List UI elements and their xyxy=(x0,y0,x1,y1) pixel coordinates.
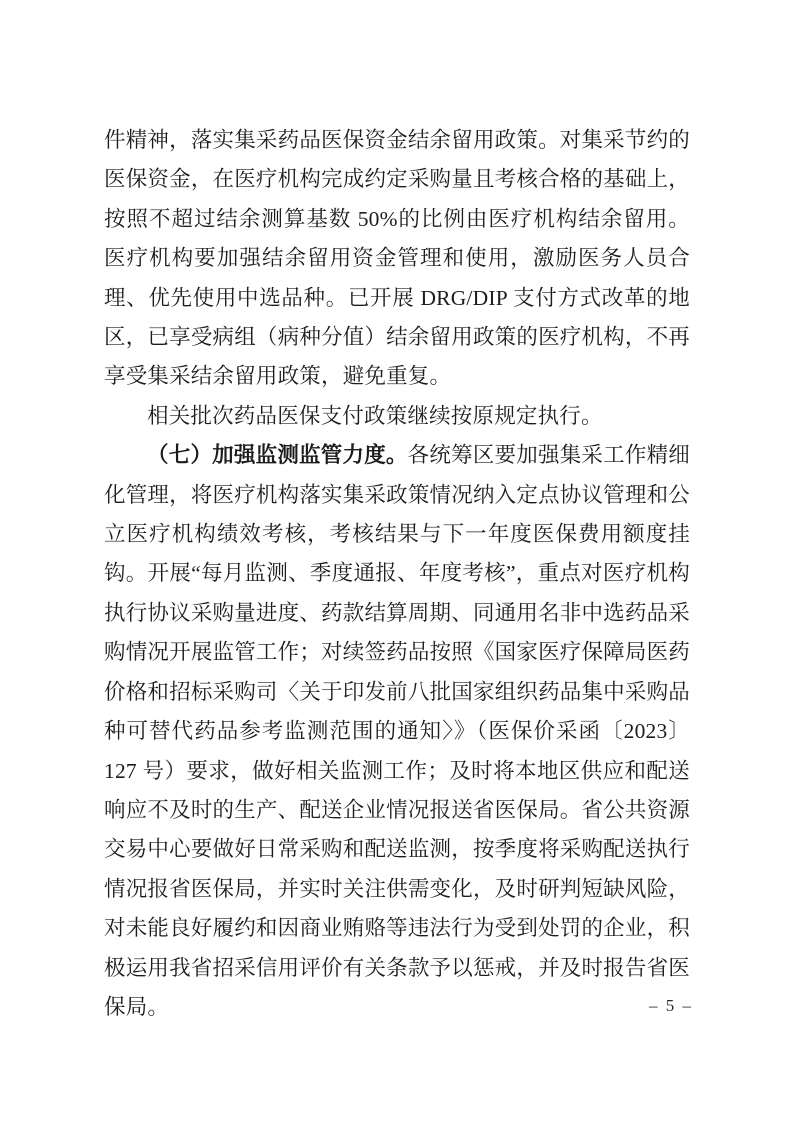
paragraph-section-seven xyxy=(104,436,690,1027)
paragraph-continuation: 件精神，落实集采药品医保资金结余留用政策。对集采节约的医保资金，在医疗机构完成约定采购量且考核合格的基础上，按照不超过结余测算基数 50%的比例由医疗机构结余留用。医疗机构要加强结余留用资金管理和使用，激励医务人员合理、优先使用中选品种。已开展 DRG/DIP 支付方式改革的地区，已享受病组（病种分值）结余留用政策的医疗机构，不再享受集采结余留用政策，避免重复。 xyxy=(104,128,690,389)
paragraph-policy-note: 相关批次药品医保支付政策继续按原规定执行。 xyxy=(147,403,603,428)
section-seven-body: 各统筹区要加强集采工作精细化管理，将医疗机构落实集采政策情况纳入定点协议管理和公立医疗机构绩效考核，考核结果与下一年度医保费用额度挂钩。开展“每月监测、季度通报、年度考核”，重点对医疗机构执行协议采购量进度、药款结算周期、同通用名非中选药品采购情况开展监管工作；对续签药品按照《国家医疗保障局医药价格和招标采购司〈关于印发前八批国家组织药品集中采购品种可替代药品参考监测范围的通知〉》（医保价采函〔2023〕127 号）要求，做好相关监测工作；及时将本地区供应和配送响应不及时的生产、配送企业情况报送省医保局。省公共资源交易中心要做好日常采购和配送监测，按季度将采购配送执行情况报省医保局，并实时关注供需变化，及时研判短缺风险，对未能良好履约和因商业贿赂等违法行为受到处罚的企业，积极运用我省招采信用评价有关条款予以惩戒，并及时报告省医保局。 xyxy=(104,443,690,1019)
document-body xyxy=(104,121,690,1027)
page-number: – 5 – xyxy=(649,996,693,1015)
section-seven-heading: （七）加强监测监管力度。 xyxy=(147,443,408,468)
